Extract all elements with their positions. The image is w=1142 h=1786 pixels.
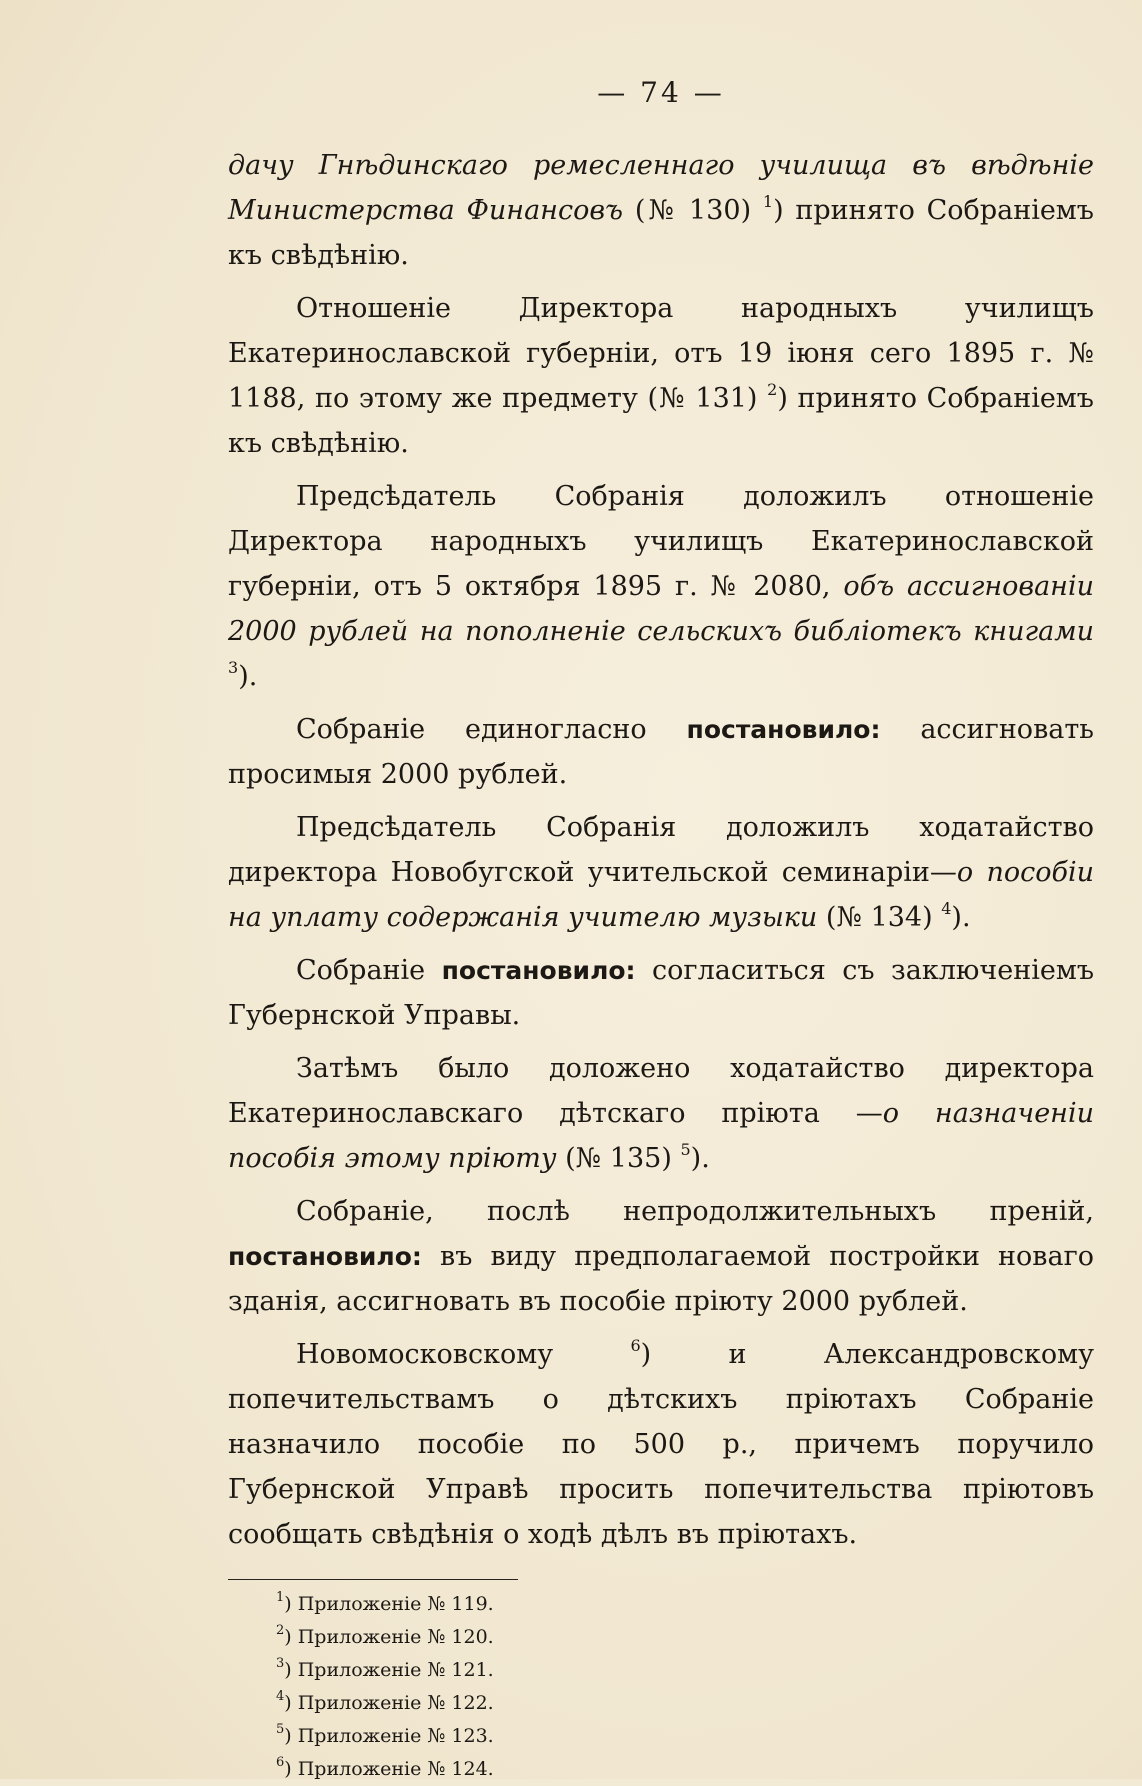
text-run: ). [238, 661, 258, 692]
text-run: ) и Александровскому попечительствамъ о дѣтскихъ пріютахъ Собраніе назначило пособіе по 500 р., причемъ поручило Губернской Управѣ просить попечительства пріютовъ сообщать свѣдѣнія о ходѣ дѣлъ въ пріютахъ. [228, 1339, 1094, 1550]
text-run: Собраніе [296, 955, 442, 986]
footnote-text: ) Приложеніе № 122. [284, 1692, 494, 1714]
paragraph-p3 [228, 474, 1094, 699]
italic-text: о пособіи на уплату содержанія учителю музыки [228, 857, 1094, 933]
italic-text: о назначеніи пособія этому пріюту [228, 1098, 1094, 1174]
paragraph-p8 [228, 1189, 1094, 1324]
text-run: (№ 135) [556, 1143, 681, 1174]
text-run: Предсѣдатель Собранія доложилъ ходатайство директора Новобугской учительской семинаріи— [228, 812, 1094, 888]
page-number: — 74 — [597, 76, 725, 109]
footnote-text: ) Приложеніе № 124. [284, 1758, 494, 1780]
paragraph-p9 [228, 1332, 1094, 1557]
text-run: Собраніе единогласно [296, 714, 687, 745]
footnote [228, 1654, 1094, 1687]
bold-keyword: постановило: [228, 1242, 422, 1271]
paragraph-p2 [228, 286, 1094, 466]
paragraph-p5 [228, 805, 1094, 940]
footnote-ref: 6 [630, 1336, 641, 1355]
footnote-mark: 2 [276, 1622, 285, 1638]
footnote-mark: 6 [276, 1754, 285, 1770]
footnote [228, 1621, 1094, 1654]
italic-text: дачу Гнѣдинскаго ремесленнаго училища въ вѣдѣніе Министерства Финансовъ [228, 150, 1094, 226]
footnote-text: ) Приложеніе № 121. [284, 1659, 494, 1681]
paragraph-p7 [228, 1046, 1094, 1181]
text-run: Новомосковскому [296, 1339, 631, 1370]
text-run: Предсѣдатель Собранія доложилъ отношеніе Директора народныхъ училищъ Екатеринославской губерніи, отъ 5 октября 1895 г. № 2080, [228, 481, 1094, 602]
footnote [228, 1753, 1094, 1786]
footnote [228, 1588, 1094, 1621]
text-run: (№ 134) [817, 902, 942, 933]
text-run: (№ 130) [623, 195, 763, 226]
text-run: Собраніе, послѣ непродолжительныхъ преній, [296, 1196, 1094, 1227]
text-run: въ виду предполагаемой постройки новаго зданія, ассигновать въ пособіе пріюту 2000 рублей. [228, 1241, 1094, 1317]
italic-text: объ ассигнованіи 2000 рублей на пополненіе сельскихъ библіотекъ книгами [228, 571, 1094, 647]
footnote-text: ) Приложеніе № 120. [284, 1626, 494, 1648]
text-run: ) принято Собраніемъ къ свѣдѣнію. [228, 383, 1094, 459]
footnote-text: ) Приложеніе № 123. [284, 1725, 494, 1747]
paragraph-p4 [228, 707, 1094, 797]
footnote-ref: 3 [228, 658, 239, 677]
footnote-ref: 4 [941, 899, 952, 918]
footnote-divider [228, 1579, 518, 1580]
body-text [228, 143, 1094, 1557]
text-run: ). [951, 902, 971, 933]
text-run: ассигновать просимыя 2000 рублей. [228, 714, 1094, 790]
footnote-mark: 1 [276, 1589, 285, 1605]
footnote-mark: 5 [276, 1721, 285, 1737]
footnotes [228, 1588, 1094, 1786]
bold-keyword: постановило: [441, 956, 636, 985]
paragraph-p6 [228, 948, 1094, 1038]
footnote-ref: 1 [762, 192, 774, 211]
footnote-mark: 3 [276, 1655, 285, 1671]
footnote-text: ) Приложеніе № 119. [284, 1593, 494, 1615]
text-run: Затѣмъ было доложено ходатайство директора Екатеринославскаго дѣтскаго пріюта — [228, 1053, 1094, 1129]
text-run: ) принято Собраніемъ къ свѣдѣнію. [228, 195, 1094, 271]
text-run: ). [690, 1143, 710, 1174]
footnote-ref: 2 [767, 380, 778, 399]
paragraph-p1 [228, 143, 1094, 278]
footnote [228, 1720, 1094, 1753]
footnote [228, 1687, 1094, 1720]
text-run: согласиться съ заключеніемъ Губернской Управы. [228, 955, 1094, 1031]
text-run: Отношеніе Директора народныхъ училищъ Екатеринославской губерніи, отъ 19 іюня сего 1895 г. № 1188, по этому же предмету (№ 131) [228, 293, 1094, 414]
bold-keyword: постановило: [686, 715, 881, 744]
footnote-ref: 5 [680, 1140, 691, 1159]
footnote-mark: 4 [276, 1688, 285, 1704]
